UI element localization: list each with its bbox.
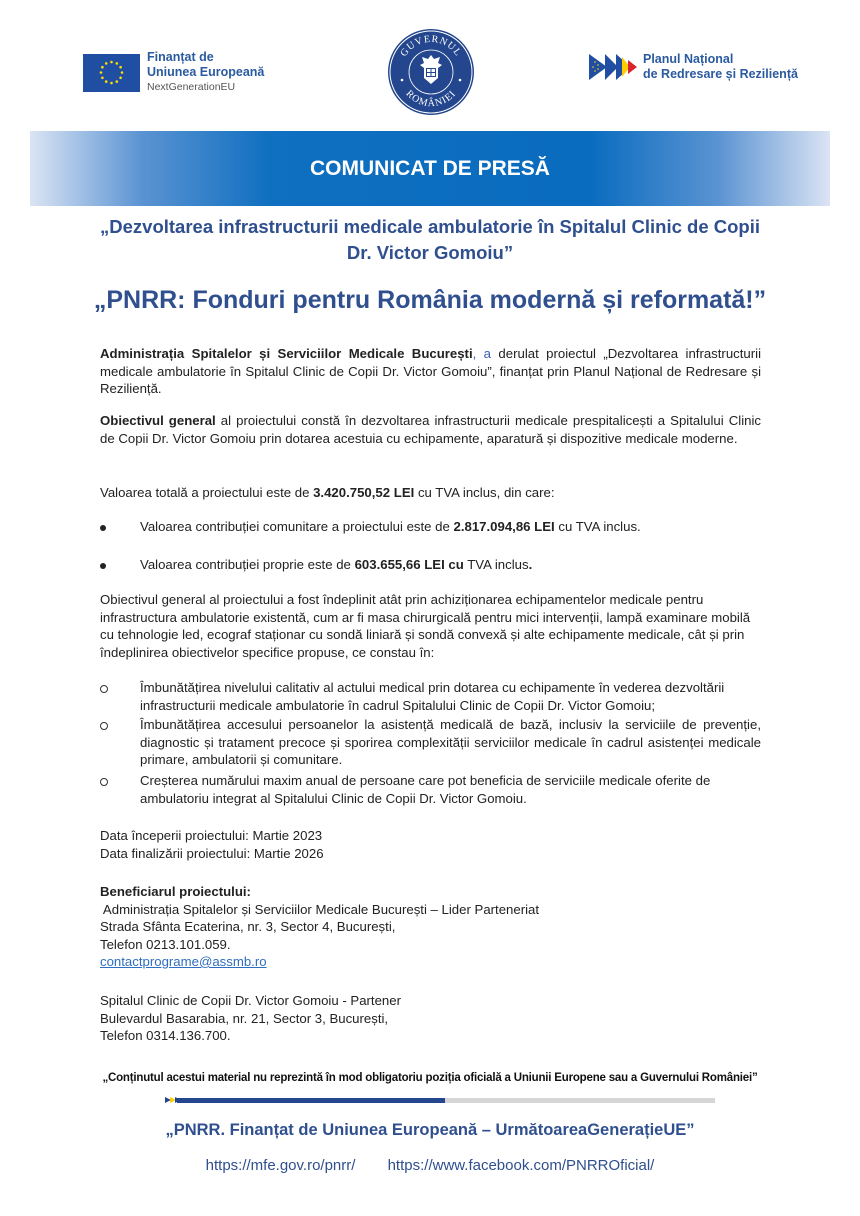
banner-title: COMUNICAT DE PRESĂ: [310, 156, 550, 180]
partner-address: Bulevardul Basarabia, nr. 21, Sector 3, București,: [100, 1010, 389, 1026]
start-date: Data începerii proiectului: Martie 2023: [100, 828, 323, 843]
total-value-paragraph: [100, 484, 761, 502]
seal-top-text: GUVERNUL: [398, 33, 464, 59]
beneficiary-block: [100, 883, 761, 971]
intro-paragraph: [100, 345, 761, 398]
government-seal-logo: [387, 28, 475, 116]
objective-item-text: Creșterea numărului maxim anual de persoane care pot beneficia de serviciile medicale oferite de ambulatoriu integrat al Spitalului Clinic de Copii Dr. Victor Gomoiu.: [140, 773, 711, 806]
slogan-heading: „PNRR: Fonduri pentru România modernă și reformată!”: [93, 286, 767, 314]
pnrr-logo-line2: de Redresare și Reziliență: [643, 67, 798, 81]
footer-links: [40, 1157, 820, 1174]
press-release-banner: [30, 131, 830, 206]
own-contribution-amount: 603.655,66 LEI cu: [354, 557, 464, 572]
end-date: Data finalizării proiectului: Martie 2026: [100, 845, 324, 861]
bullet-circle-icon: [100, 778, 108, 786]
eu-flag-icon: [83, 54, 140, 92]
bullet-dot-icon: [100, 563, 106, 569]
bullet-dot-icon: [100, 525, 106, 531]
seal-bottom-text: ROMÂNIEI: [403, 88, 459, 110]
partner-phone: Telefon 0314.136.700.: [100, 1028, 231, 1043]
footer-slogan: „PNRR. Finanțat de Uniunea Europeană – UrmătoareaGenerațieUE”: [165, 1121, 695, 1139]
intro-blue-word: a: [476, 346, 492, 361]
objective-paragraph: [100, 412, 761, 447]
intro-organization: Administrația Spitalelor și Serviciilor Medicale București: [100, 346, 473, 361]
total-value-suffix: cu TVA inclus, din care:: [414, 485, 555, 500]
partner-block: [100, 992, 761, 1045]
objective-item-text: Îmbunătățirea nivelului calitativ al actului medical prin dotarea cu echipamente în vederea dezvoltării infrastructurii medicale ambulatorie în cadrul Spitalului Clinic de Copii Dr. Victor Gomoiu;: [140, 680, 725, 713]
bullet-text: Valoarea contribuției proprie este de: [140, 557, 355, 572]
intro-comma: ,: [472, 346, 477, 361]
beneficiary-address: Strada Sfânta Ecaterina, nr. 3, Sector 4, București,: [100, 919, 396, 934]
eu-funding-logo: [83, 50, 264, 95]
bullet-circle-icon: [100, 722, 108, 730]
project-title-line2: Dr. Victor Gomoiu”: [346, 242, 514, 263]
partner-name: Spitalul Clinic de Copii Dr. Victor Gomoiu - Partener: [100, 993, 401, 1008]
eu-logo-line2: Uniunea Europeană: [147, 65, 265, 79]
intro-rest: derulat proiectul „Dezvoltarea infrastructurii medicale ambulatorie în Spitalul Clinic de Copii Dr. Victor Gomoiu”, finanțat prin Planul Național de Redresare și Reziliență.: [100, 346, 762, 396]
beneficiary-name: Administrația Spitalelor și Serviciilor Medicale București – Lider Parteneriat: [100, 901, 540, 917]
total-value-amount: 3.420.750,52 LEI: [313, 485, 415, 500]
total-value-prefix: Valoarea totală a proiectului este de: [100, 485, 314, 500]
objective-item-text: Îmbunătățirea accesului persoanelor la asistență medicală de bază, inclusiv la serviciile de prevenție, diagnostic și tratament precoce și sporirea complexității serviciilor medicale în cadrul asistenței medicale primare, ambulatorii și comunitare.: [140, 717, 761, 767]
community-contribution-amount: 2.817.094,86 LEI: [453, 519, 555, 534]
beneficiary-phone: Telefon 0213.101.059.: [100, 936, 231, 952]
bullet-suffix: cu TVA inclus.: [554, 519, 641, 534]
achievement-paragraph: Obiectivul general al proiectului a fost îndeplinit atât prin achiziționarea echipamentelor medicale pentru infrastructura ambulatorie existentă, cum ar fi masa chirurgicală pentru mici intervenții, lampă examinare mobilă cu tehnologie led, ecograf staționar cu sondă liniară și sondă convexă și alte echipamente medicale, cât și prin îndeplinirea obiectivelor specifice propuse, ce constau în:: [100, 592, 751, 660]
bullet-period: .: [528, 557, 533, 572]
objective-label: Obiectivul general: [100, 413, 216, 428]
project-dates: [100, 827, 761, 862]
facebook-link[interactable]: https://www.facebook.com/PNRROficial/: [387, 1157, 655, 1174]
pnrr-arrows-icon: [589, 53, 639, 81]
mfe-link[interactable]: https://mfe.gov.ro/pnrr/: [205, 1157, 356, 1174]
eu-logo-line1: Finanțat de: [147, 50, 214, 64]
objective-text: al proiectului constă în dezvoltarea infrastructurii medicale prespitalicești a Spitalului Clinic de Copii Dr. Victor Gomoiu prin dotarea acestuia cu echipamente, aparatură și dispozitive medicale moderne.: [100, 413, 761, 446]
project-title: [40, 214, 820, 266]
pnrr-logo: [589, 52, 798, 82]
beneficiary-heading: Beneficiarul proiectului:: [100, 884, 251, 899]
eu-logo-line3: NextGenerationEU: [147, 81, 236, 93]
beneficiary-email-link[interactable]: contactprograme@assmb.ro: [100, 954, 267, 969]
bullet-circle-icon: [100, 685, 108, 693]
disclaimer: „Conținutul acestui material nu reprezintă în mod obligatoriu poziția oficială a Uniunii Europene sau a Guvernului României”: [102, 1072, 758, 1084]
bullet-text: Valoarea contribuției comunitare a proiectului este de: [140, 519, 454, 534]
pnrr-logo-line1: Planul Național: [643, 52, 734, 66]
footer-divider: [165, 1097, 715, 1103]
project-title-line1: „Dezvoltarea infrastructurii medicale ambulatorie în Spitalul Clinic de Copii: [100, 216, 760, 237]
bullet-suffix: TVA inclus: [463, 557, 529, 572]
